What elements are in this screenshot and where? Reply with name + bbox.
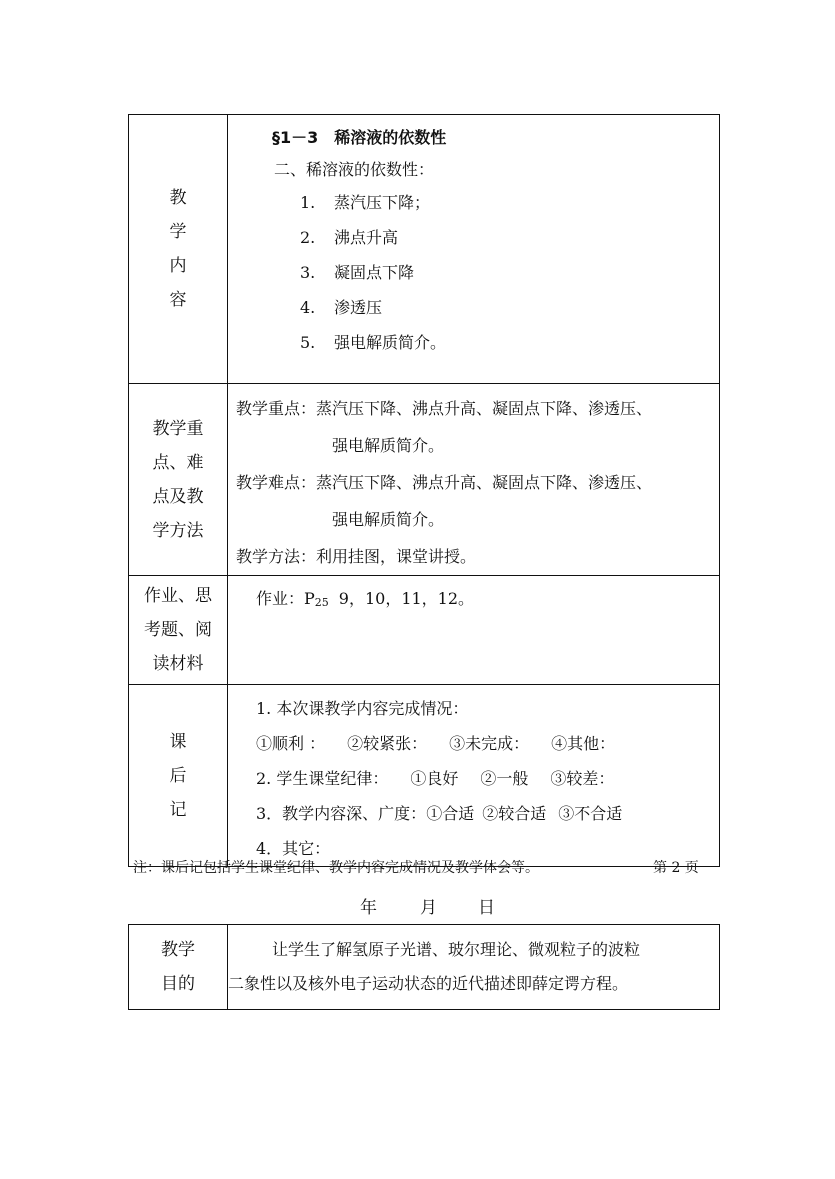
depth-option: ②较合适 [482, 804, 547, 823]
difficulties-label: 教学难点： [236, 473, 317, 492]
focus-label-line: 点、难 [152, 452, 204, 473]
list-item-number: 4. [300, 298, 316, 317]
content-label [129, 115, 228, 384]
page-number: 第 2 页 [653, 860, 699, 876]
content-row [129, 115, 720, 384]
section-title: §1－3 稀溶液的依数性 [272, 128, 447, 147]
date-month: 月 [420, 898, 437, 918]
depth-line [256, 796, 719, 831]
list-item [300, 255, 719, 290]
list-item-number: 5. [300, 333, 316, 352]
method-line [236, 538, 719, 575]
homework-prefix: 作业：P [256, 589, 315, 608]
completion-option: ②较紧张： [347, 734, 428, 753]
homework-row [129, 576, 720, 685]
after-class-row [129, 685, 720, 867]
list-item-text: 沸点升高 [334, 228, 399, 247]
content-label-char: 内 [169, 256, 187, 276]
list-item-text: 强电解质简介。 [334, 333, 447, 352]
homework-exercises: 9，10，11，12。 [338, 589, 475, 608]
date-year: 年 [360, 898, 377, 918]
completion-heading: 1. 本次课教学内容完成情况： [256, 699, 469, 718]
content-label-char: 学 [169, 222, 187, 242]
goal-text-line: 二象性以及核外电子运动状态的近代描述即薛定谔方程。 [228, 974, 629, 993]
homework-cell [228, 576, 720, 685]
after-class-label-char: 后 [169, 765, 187, 786]
focus-label [129, 384, 228, 576]
goal-text-cell [228, 925, 720, 1010]
key-points-continuation: 强电解质简介。 [332, 436, 445, 455]
homework-label-line: 作业、思 [144, 586, 212, 606]
goal-label-line: 目的 [161, 974, 195, 994]
completion-options [256, 726, 719, 761]
difficulties-continuation: 强电解质简介。 [332, 510, 445, 529]
completion-option: ④其他： [551, 734, 616, 753]
list-item-text: 渗透压 [334, 298, 383, 317]
homework-page-number: 25 [314, 596, 329, 609]
goal-label-line: 教学 [161, 940, 195, 960]
footnote [133, 857, 699, 877]
discipline-option: ①良好 [410, 769, 459, 788]
key-points-text: 蒸汽压下降、沸点升高、凝固点下降、渗透压、 [316, 399, 653, 418]
footnote-text: 注：课后记包括学生课堂纪律、教学内容完成情况及教学体会等。 [133, 860, 539, 876]
list-item-number: 3. [300, 263, 316, 282]
difficulties-text: 蒸汽压下降、沸点升高、凝固点下降、渗透压、 [316, 473, 653, 492]
list-item [300, 290, 719, 325]
homework-label-line: 读材料 [152, 654, 204, 674]
list-item-text: 蒸汽压下降； [334, 193, 431, 212]
homework-line [256, 586, 719, 616]
method-label: 教学方法： [236, 547, 317, 566]
focus-label-line: 教学重 [152, 418, 204, 439]
homework-label [129, 576, 228, 685]
list-item-number: 1. [300, 193, 316, 212]
depth-option: ③不合适 [558, 804, 623, 823]
after-class-cell [228, 685, 720, 867]
list-item [300, 325, 719, 360]
lesson-plan-table [128, 114, 720, 867]
difficulties-line [236, 464, 719, 501]
completion-option: ③未完成： [449, 734, 530, 753]
content-cell [228, 115, 720, 384]
teaching-goal-table [128, 924, 720, 1010]
other-line: 4．其它： [256, 839, 331, 858]
goal-text-line: 让学生了解氢原子光谱、玻尔理论、微观粒子的波粒 [272, 940, 641, 959]
goal-label [129, 925, 228, 1010]
focus-label-line: 学方法 [152, 520, 204, 541]
method-text: 利用挂图，课堂讲授。 [316, 547, 477, 566]
completion-option: ①顺利 ： [256, 734, 326, 753]
list-item-number: 2. [300, 228, 316, 247]
content-label-char: 容 [169, 290, 187, 310]
focus-row [129, 384, 720, 576]
section-subtitle: 二、稀溶液的依数性： [274, 160, 435, 179]
discipline-line [256, 761, 719, 796]
content-label-char: 教 [169, 188, 187, 208]
list-item [300, 185, 719, 220]
list-item [300, 220, 719, 255]
homework-label-line: 考题、阅 [144, 620, 212, 640]
key-points-line [236, 390, 719, 427]
list-item-text: 凝固点下降 [334, 263, 415, 282]
depth-option: ①合适 [426, 804, 475, 823]
focus-label-line: 点及教 [152, 486, 204, 507]
key-points-label: 教学重点： [236, 399, 317, 418]
depth-heading: 3．教学内容深、广度： [256, 804, 427, 823]
discipline-heading: 2. 学生课堂纪律： [256, 769, 389, 788]
date-day: 日 [478, 898, 495, 918]
after-class-label [129, 685, 228, 867]
discipline-option: ②一般 [480, 769, 529, 788]
after-class-label-char: 课 [169, 731, 187, 752]
discipline-option: ③较差： [550, 769, 615, 788]
after-class-label-char: 记 [169, 799, 187, 820]
goal-row [129, 925, 720, 1010]
focus-cell [228, 384, 720, 576]
